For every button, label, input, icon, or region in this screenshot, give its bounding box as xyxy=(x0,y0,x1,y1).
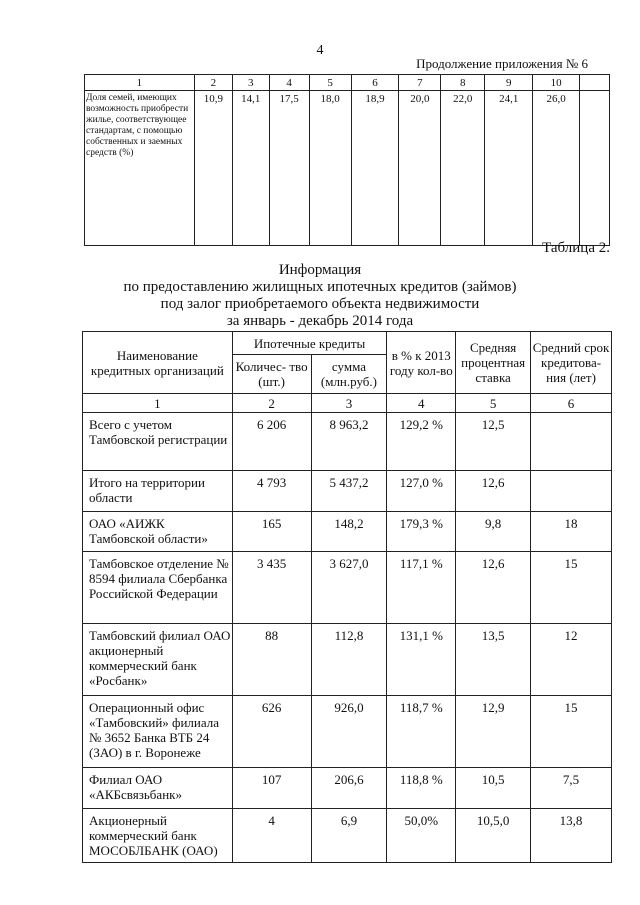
loan-count: 4 xyxy=(232,809,311,863)
avg-rate: 9,8 xyxy=(456,512,531,552)
table-row xyxy=(83,696,612,768)
table-row xyxy=(83,471,612,512)
header-percent: в % к 2013 году кол-во xyxy=(387,332,456,394)
org-name: Тамбовское отделение № 8594 филиала Сбербанка Российской Федерации xyxy=(83,552,233,624)
column-number: 2 xyxy=(232,394,311,413)
table-row xyxy=(85,91,610,246)
loan-count: 3 435 xyxy=(232,552,311,624)
table-row xyxy=(83,624,612,696)
table-row xyxy=(83,552,612,624)
document-subtitle: по предоставлению жилищных ипотечных кредитов (займов) xyxy=(123,279,517,295)
indicator-table xyxy=(84,74,610,246)
loan-sum: 206,6 xyxy=(311,768,387,809)
table-row xyxy=(83,809,612,863)
avg-term: 7,5 xyxy=(531,768,612,809)
column-number: 4 xyxy=(269,75,309,91)
table-row xyxy=(83,768,612,809)
column-number: 6 xyxy=(351,75,399,91)
loan-count: 4 793 xyxy=(232,471,311,512)
column-number: 3 xyxy=(311,394,387,413)
table-cell: 26,0 xyxy=(533,91,580,246)
loan-count: 165 xyxy=(232,512,311,552)
percent-2013: 179,3 % xyxy=(387,512,456,552)
table-cell: 20,0 xyxy=(399,91,441,246)
table-cell: 24,1 xyxy=(485,91,533,246)
column-number: 7 xyxy=(399,75,441,91)
percent-2013: 117,1 % xyxy=(387,552,456,624)
loan-count: 107 xyxy=(232,768,311,809)
column-number: 1 xyxy=(85,75,195,91)
column-number: 5 xyxy=(456,394,531,413)
percent-2013: 50,0% xyxy=(387,809,456,863)
avg-term: 13,8 xyxy=(531,809,612,863)
page-number: 4 xyxy=(316,43,324,58)
avg-term: 18 xyxy=(531,512,612,552)
column-number: 8 xyxy=(441,75,485,91)
empty-cell xyxy=(580,91,610,246)
avg-rate: 13,5 xyxy=(456,624,531,696)
avg-term: 12 xyxy=(531,624,612,696)
mortgage-table xyxy=(82,331,612,863)
loan-sum: 926,0 xyxy=(311,696,387,768)
org-name: Всего с учетом Тамбовской регистрации xyxy=(83,413,233,471)
column-number: 1 xyxy=(83,394,233,413)
avg-term: 15 xyxy=(531,696,612,768)
loan-sum: 6,9 xyxy=(311,809,387,863)
column-number: 3 xyxy=(232,75,269,91)
table-row xyxy=(83,413,612,471)
table-label: Таблица 2. xyxy=(542,240,610,256)
avg-rate: 12,6 xyxy=(456,552,531,624)
percent-2013: 118,7 % xyxy=(387,696,456,768)
column-number: 6 xyxy=(531,394,612,413)
avg-term xyxy=(531,471,612,512)
header-rate: Средняя процентная ставка xyxy=(456,332,531,394)
avg-rate: 12,5 xyxy=(456,413,531,471)
table-header-row xyxy=(83,332,612,355)
table-cell: 18,0 xyxy=(309,91,351,246)
header-count: Количес- тво (шт.) xyxy=(232,355,311,394)
loan-count: 88 xyxy=(232,624,311,696)
column-number: 9 xyxy=(485,75,533,91)
table-cell: 18,9 xyxy=(351,91,399,246)
percent-2013: 131,1 % xyxy=(387,624,456,696)
avg-term: 15 xyxy=(531,552,612,624)
column-number: 2 xyxy=(194,75,232,91)
org-name: Итого на территории области xyxy=(83,471,233,512)
avg-rate: 12,6 xyxy=(456,471,531,512)
avg-rate: 12,9 xyxy=(456,696,531,768)
column-numbers-row xyxy=(83,394,612,413)
loan-sum: 148,2 xyxy=(311,512,387,552)
header-term: Средний срок кредитова- ния (лет) xyxy=(531,332,612,394)
row-label: Доля семей, имеющих возможность приобрести жилье, соответствующее стандартам, с помощью собственных и заемных средств (%) xyxy=(85,91,195,246)
document-subtitle: за январь - декабрь 2014 года xyxy=(226,313,414,329)
table-cell: 14,1 xyxy=(232,91,269,246)
header-name: Наименование кредитных организаций xyxy=(83,332,233,394)
empty-cell xyxy=(580,75,610,91)
avg-rate: 10,5 xyxy=(456,768,531,809)
avg-rate: 10,5,0 xyxy=(456,809,531,863)
column-number: 4 xyxy=(387,394,456,413)
org-name: Акционерный коммерческий банк МОСОБЛБАНК (ОАО) xyxy=(83,809,233,863)
loan-sum: 8 963,2 xyxy=(311,413,387,471)
loan-sum: 3 627,0 xyxy=(311,552,387,624)
table-cell: 22,0 xyxy=(441,91,485,246)
table-cell: 17,5 xyxy=(269,91,309,246)
percent-2013: 127,0 % xyxy=(387,471,456,512)
org-name: Операционный офис «Тамбовский» филиала № 3652 Банка ВТБ 24 (ЗАО) в г. Воронеже xyxy=(83,696,233,768)
document-subtitle: под залог приобретаемого объекта недвижимости xyxy=(160,296,480,312)
table-row xyxy=(83,512,612,552)
continuation-label: Продолжение приложения № 6 xyxy=(416,56,588,71)
column-number: 5 xyxy=(309,75,351,91)
document-title: Информация xyxy=(278,262,362,278)
org-name: Филиал ОАО «АКБсвязьбанк» xyxy=(83,768,233,809)
loan-sum: 112,8 xyxy=(311,624,387,696)
column-number: 10 xyxy=(533,75,580,91)
org-name: ОАО «АИЖК Тамбовской области» xyxy=(83,512,233,552)
header-loans: Ипотечные кредиты xyxy=(232,332,387,355)
loan-sum: 5 437,2 xyxy=(311,471,387,512)
table-cell: 10,9 xyxy=(194,91,232,246)
loan-count: 6 206 xyxy=(232,413,311,471)
org-name: Тамбовский филиал ОАО акционерный коммерческий банк «Росбанк» xyxy=(83,624,233,696)
percent-2013: 129,2 % xyxy=(387,413,456,471)
percent-2013: 118,8 % xyxy=(387,768,456,809)
loan-count: 626 xyxy=(232,696,311,768)
avg-term xyxy=(531,413,612,471)
table-header-row xyxy=(85,75,610,91)
header-sum: сумма (млн.руб.) xyxy=(311,355,387,394)
